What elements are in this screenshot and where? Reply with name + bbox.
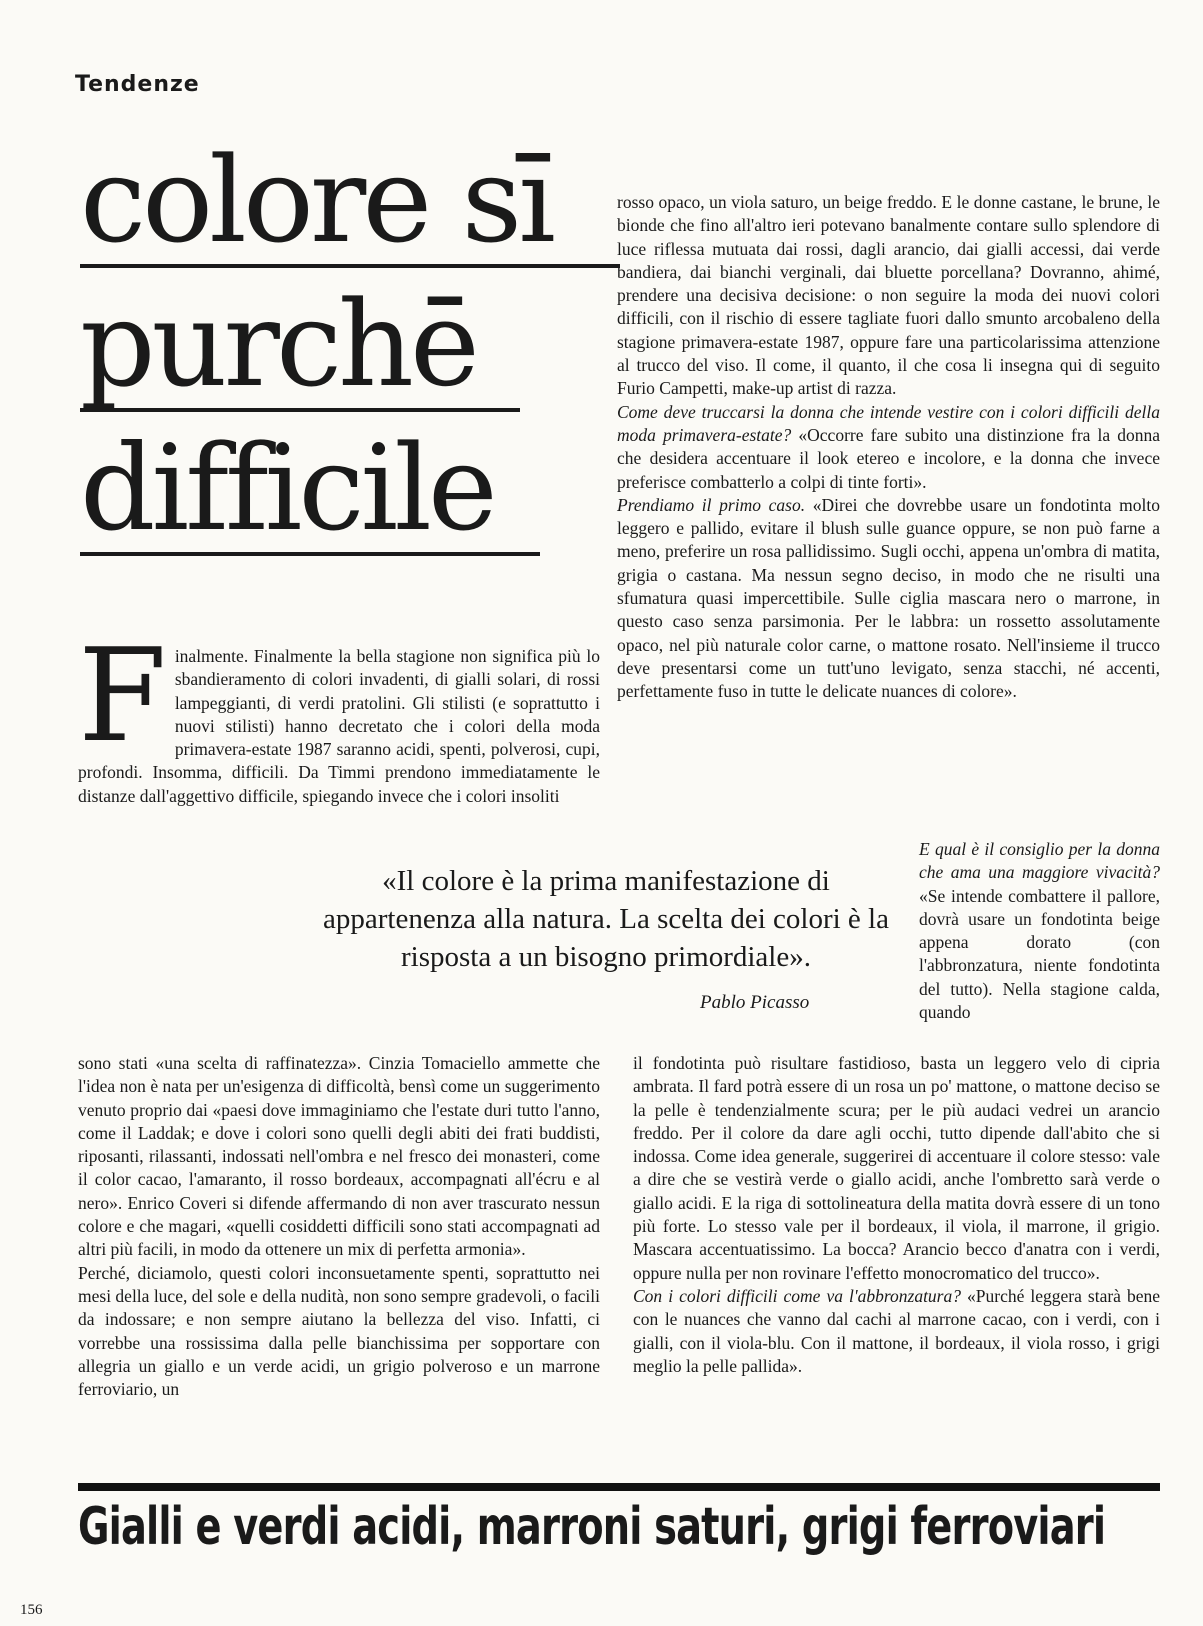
headline-line-1: colore sī [80,131,552,269]
paragraph: il fondotinta può risultare fastidioso, basta un leggero velo di cipria ambrata. Il fard potrà essere di un rosa un po' mattone, o mattone deciso se la pelle è tendenzialmente scura; per le più audaci vedrei un arancio freddo. Per il colore da dare agli occhi, tutto dipende dall'abito che si indossa. Come idea generale, suggerirei di accentuare il colore stesso: vale a dire che se vestirà verde o giallo acidi, anche l'ombretto sarà verde o giallo acidi. E la riga di sottolineatura della matita dovrà essere di un tono più forte. Lo stesso vale per il bordeaux, il viola, il marrone, il grigio. Mascara accentuatissimo. La bocca? Arancio becco d'anatra con i verdi, oppure nulla per non rovinare l'effetto monocromatico del trucco». [633,1053,1160,1283]
interview-answer: «Purché leggera starà bene con le nuances che vanno dal cachi al marrone cacao, con i verdi, con i gialli, con il viola-blu. Con il mattone, il bordeaux, il viola rosso, i grigi meglio la pelle pallida». [633,1285,1161,1376]
headline-line-2: purchē [80,275,476,413]
headline [80,130,620,562]
paragraph [617,494,1160,704]
interview-answer: «Direi che dovrebbe usare un fondotinta molto leggero e pallido, evitare il blush sulle guance oppure, se non può farne a meno, preferire un rosa pallidissimo. Sugli occhi, appena un'ombra di matita, grigia o castana. Ma nessun segno deciso, in modo che ne risulti una sfumatura quasi impercettibile. Sulle ciglia mascara nero o marrone, in questo caso senza parsimonia. Per le labbra: un rossetto assolutamente opaco, nel più naturale color carne, o mattone rosato. Nell'insieme il trucco deve presentarsi come un tutt'uno levigato, senza stacchi, né accenti, perfettamente fuso in tutte le delicate nuances di colore». [617,494,1161,702]
page-number: 156 [20,1602,43,1618]
paragraph: sono stati «una scelta di raffinatezza». Cinzia Tomaciello ammette che l'idea non è nata per un'esigenza di difficoltà, bensì come un suggerimento venuto proprio dai «paesi dove immaginiamo che l'estate duri tutto l'anno, come il Laddak; e dove i colori sono quelli degli abiti dei frati buddisti, riposanti, rilassanti, indossati nell'ombra e nel fresco dei monasteri, come il color cacao, l'amaranto, il rosso bordeaux, accompagnati all'écru e al nero». Enrico Coveri si difende affermando di non aver trascurato nessun colore e che magari, «quelli cosiddetti difficili sono stati accompagnati ad altri più facili, in modo da ottenere un mix di perfetta armonia». [78,1053,600,1260]
interview-answer: «Se intende combattere il pallore, dovrà usare un fondotinta beige appena dorato (con l'abbronzatura, niente fondotinta del tutto). Nella stagione calda, quando [919,885,1160,1023]
headline-line-3: difficile [80,419,494,557]
interview-question: Come deve truccarsi la donna che intende vestire con i colori difficili della moda primavera-estate? [617,401,1160,445]
paragraph [617,401,1160,494]
paragraph: Perché, diciamolo, questi colori inconsuetamente spenti, soprattutto nei mesi della luce, del sole e della nudità, non sono sempre gradevoli, o facili da indossare; e non sempre aiutano la bellezza del viso. Infatti, ci vorrebbe una rossissima dalla pelle bianchissima per sopportare con allegria un giallo e un verde acidi, un grigio polveroso e un marrone ferroviario, un [78,1262,600,1400]
article-column-right-top [617,191,1160,704]
interview-question: Con i colori difficili come va l'abbronzatura? [633,1285,961,1306]
pull-quote: «Il colore è la prima manifestazione di appartenenza alla natura. La scelta dei colori è la risposta a un bisogno primordiale». [323,865,889,973]
paragraph: rosso opaco, un viola saturo, un beige freddo. E le donne castane, le brune, le bionde che fino all'altro ieri potevano banalmente contare sullo splendore di luce riflessa mutuata dai rossi, dagli arancio, dai gialli accessi, dai verde bandiera, dai bianchi verginali, dai bluette porcellana? Dovranno, ahimé, prendere una decisiva decisione: o non seguire la moda dei nuovi colori difficili, con il rischio di essere tagliate fuori dallo smunto arcobaleno della stagione primavera-estate 1987, oppure fare una particolarissima attenzione al trucco del viso. Il come, il quanto, il che cosa li insegna qui di seguito Furio Campetti, make-up artist di razza. [617,192,1160,399]
drop-cap: F [78,622,167,771]
article-column-left-top [78,622,600,808]
paragraph: inalmente. Finalmente la bella stagione non significa più lo sbandieramento di colori invadenti, di gialli solari, di rossi lampeggianti, di verdi pratolini. Gli stilisti (e soprattutto i nuovi stilisti) hanno decretato che i colori della moda primavera-estate 1987 saranno acidi, spenti, polverosi, cupi, profondi. Insomma, difficili. Da Timmi prendono immediatamente le distanze dall'aggettivo difficile, spiegando invece che i colori insoliti [78,646,600,806]
article-column-right-mid [919,838,1160,1024]
paragraph [633,1285,1160,1378]
interview-question: E qual è il consiglio per la donna che ama una maggiore vivacità? [919,839,1160,883]
interview-answer: «Occorre fare subito una distinzione fra la donna che desidera accentuare il look etereo e incolore, e la donna che invece preferisce combatterlo a colpi di tinte forti». [617,424,1160,492]
article-column-left-bottom [78,1052,600,1401]
bottom-rule [78,1483,1160,1491]
paragraph [919,838,1160,1024]
bottom-headline: Gialli e verdi acidi, marroni saturi, grigi ferroviari [78,1497,1106,1557]
pull-quote-author: Pablo Picasso [700,992,810,1013]
article-column-right-bottom [633,1052,1160,1378]
section-tag: Tendenze [75,72,200,97]
interview-question: Prendiamo il primo caso. [617,494,806,515]
